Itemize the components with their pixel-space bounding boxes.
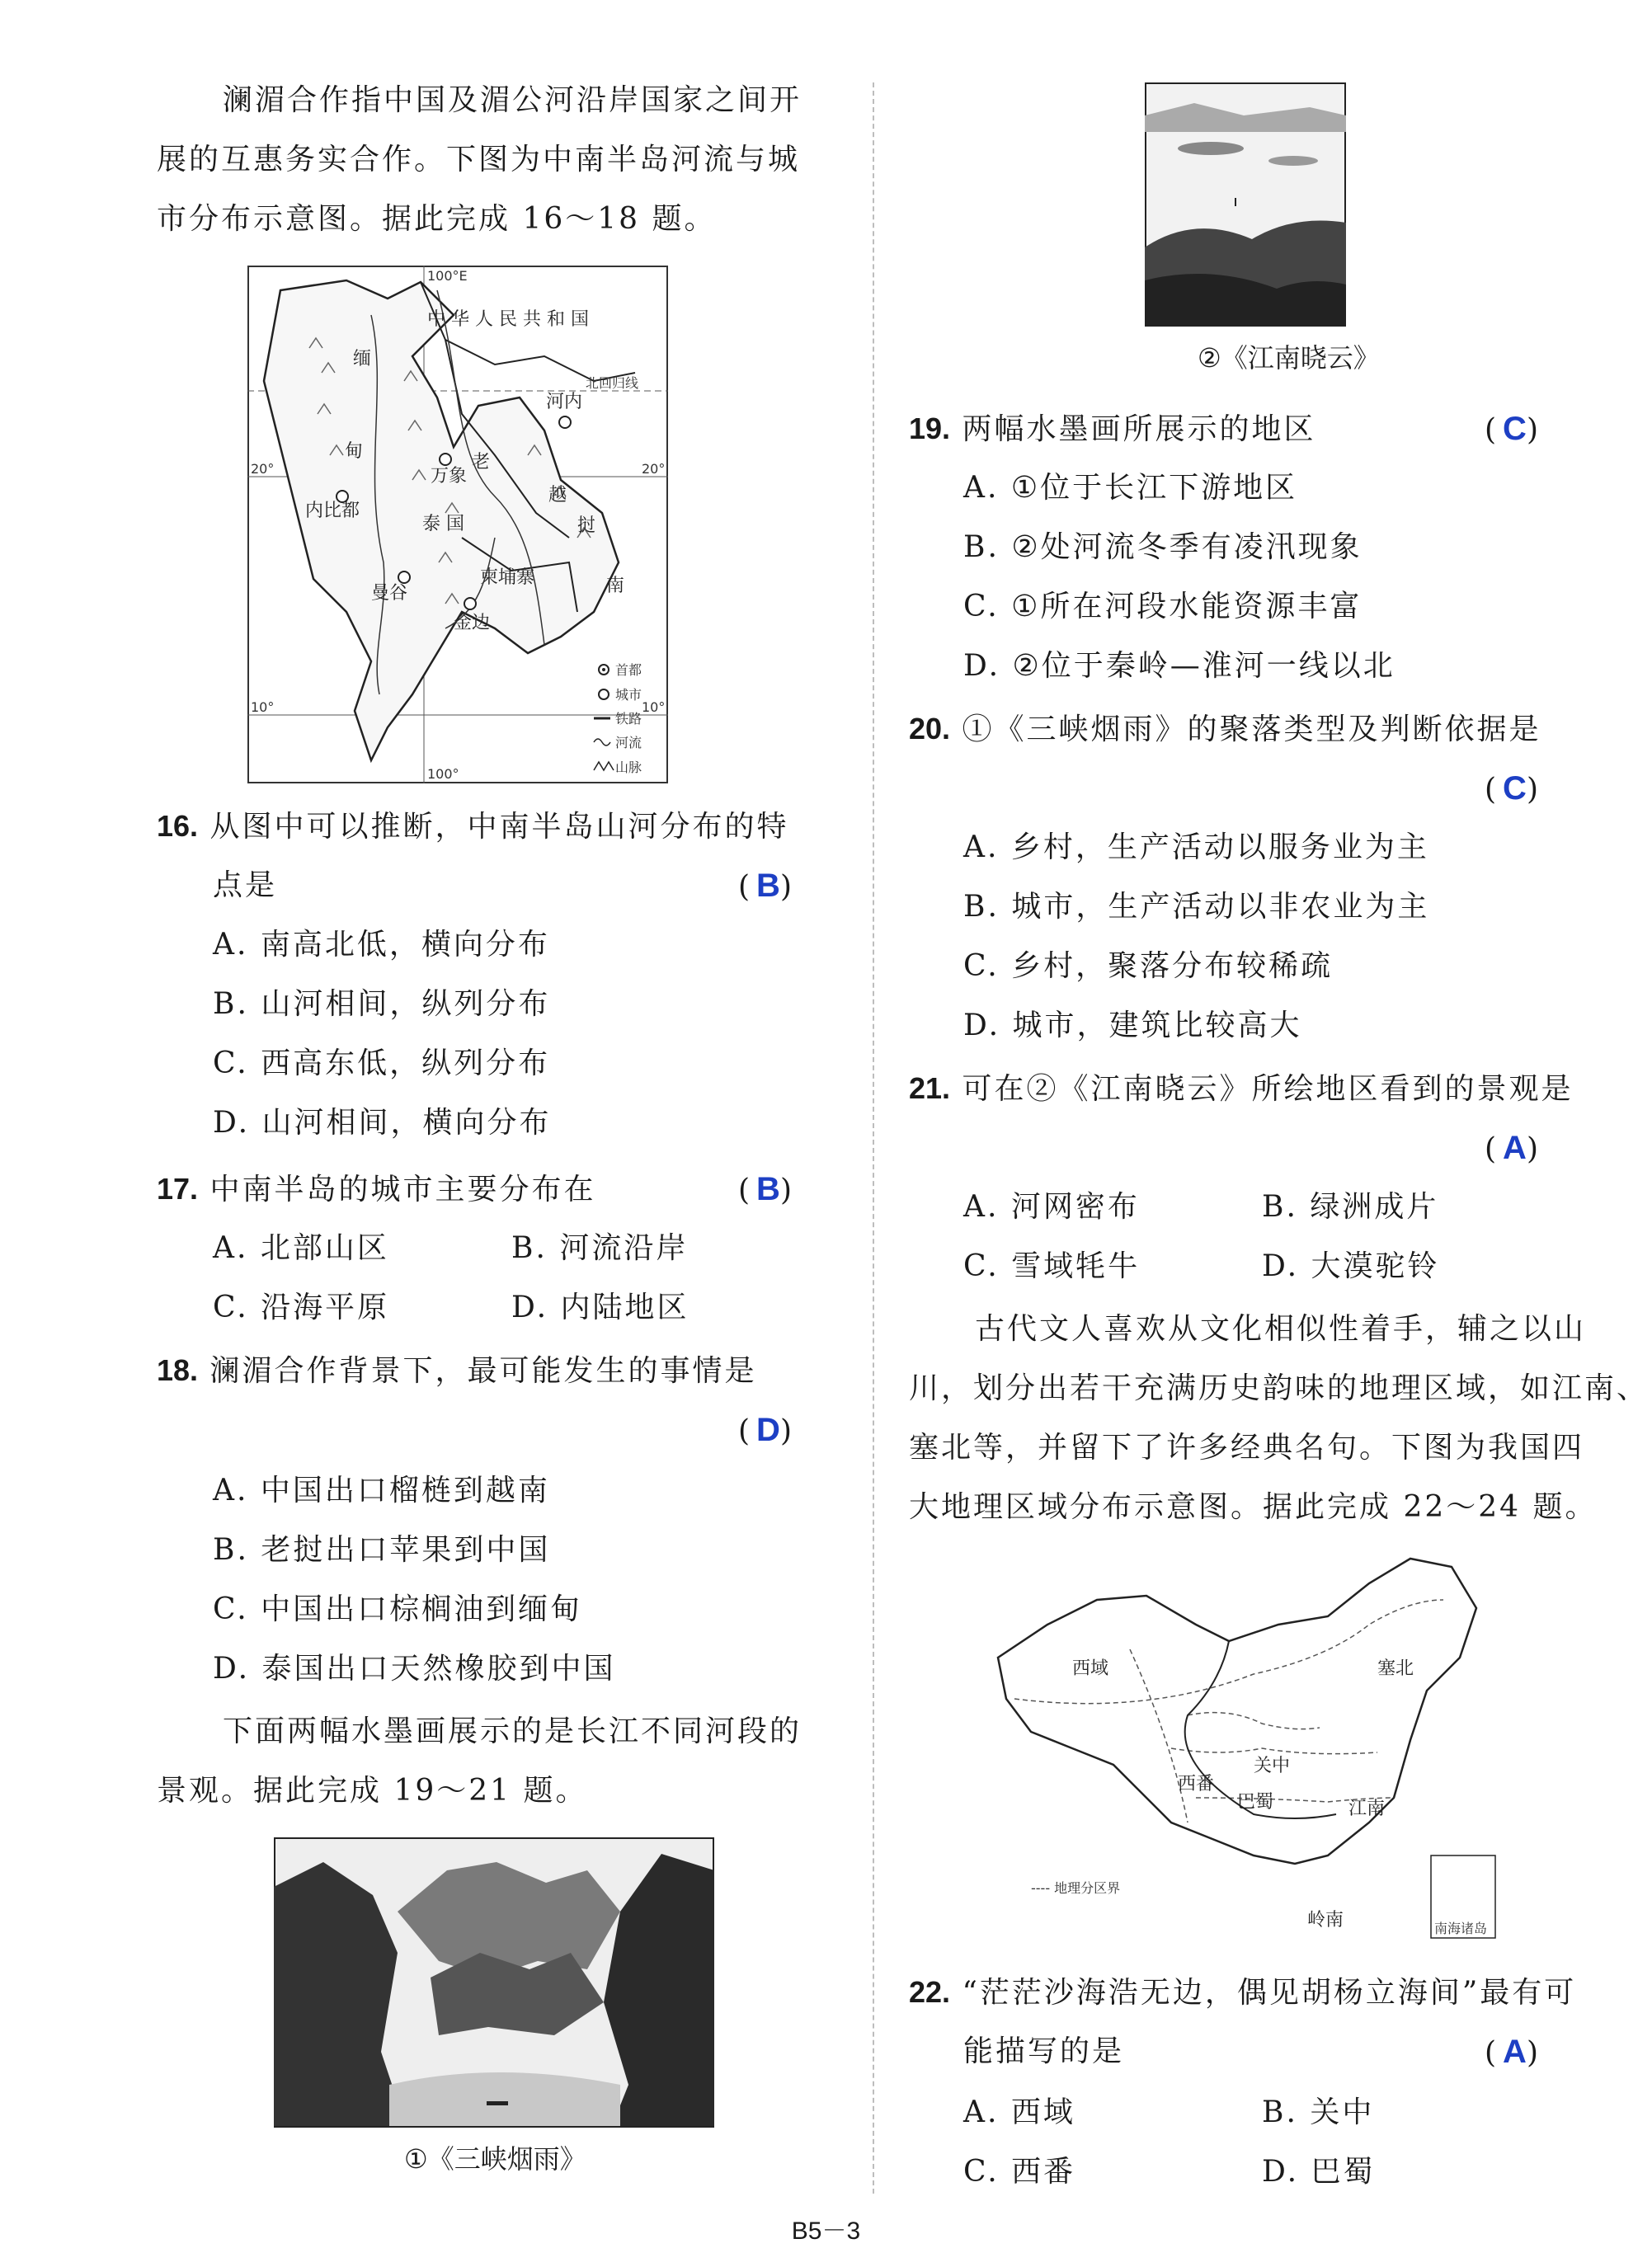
lon-bottom-label: 100° bbox=[427, 766, 459, 782]
legend-river: 河流 bbox=[615, 735, 642, 750]
q19-number: 19. bbox=[909, 412, 951, 445]
bangkok-label: 曼谷 bbox=[371, 583, 408, 604]
phnompenh-marker bbox=[464, 598, 476, 609]
q16-option-c: C. 西高东低，纵列分布 bbox=[213, 1046, 551, 1080]
lon-top-label: 100°E bbox=[427, 268, 468, 284]
q16-stem-line1: 16. 从图中可以推断，中南半岛山河分布的特 bbox=[157, 809, 789, 844]
q19-option-b: B. ②处河流冬季有凌汛现象 bbox=[963, 530, 1363, 564]
saibei-label: 塞北 bbox=[1377, 1658, 1414, 1679]
bangkok-marker bbox=[398, 571, 410, 583]
intro1-line1: 澜湄合作指中国及湄公河沿岸国家之间开 bbox=[223, 83, 802, 117]
tropic-label: 北回归线 bbox=[586, 375, 639, 391]
q17-number: 17. bbox=[157, 1172, 199, 1206]
q21-option-d: D. 大漠驼铃 bbox=[1262, 1249, 1440, 1283]
q21-option-c: C. 雪域牦牛 bbox=[963, 1249, 1141, 1283]
q16-stem-line2: 点是 bbox=[213, 868, 278, 902]
jiangnan-label: 江南 bbox=[1348, 1799, 1386, 1819]
q19-answer: C bbox=[1503, 411, 1527, 447]
q18-stem: 18. 澜湄合作背景下，最可能发生的事情是 bbox=[157, 1353, 757, 1388]
intro2-line1: 下面两幅水墨画展示的是长江不同河段的 bbox=[223, 1714, 802, 1748]
q18-option-d: D. 泰国出口天然橡胶到中国 bbox=[213, 1652, 616, 1686]
q20-option-c: C. 乡村，聚落分布较稀疏 bbox=[963, 949, 1334, 983]
laos-label-1: 老 bbox=[472, 452, 491, 473]
xiyu-label: 西域 bbox=[1072, 1658, 1109, 1679]
q22-stem-line2: 能描写的是 bbox=[963, 2034, 1125, 2068]
xifan-label: 西番 bbox=[1178, 1774, 1215, 1794]
q22-option-a: A. 西域 bbox=[963, 2095, 1075, 2129]
intro3-line4: 大地理区域分布示意图。据此完成 22～24 题。 bbox=[909, 1490, 1598, 1524]
vietnam-label-1: 越 bbox=[548, 485, 567, 506]
q16-option-b: B. 山河相间，纵列分布 bbox=[213, 987, 551, 1021]
myanmar-label-1: 缅 bbox=[353, 349, 372, 369]
q19-stem: 19. 两幅水墨画所展示的地区 bbox=[909, 412, 1316, 446]
q21-stem: 21. 可在②《江南晓云》所绘地区看到的景观是 bbox=[909, 1071, 1574, 1106]
q17-stem: 17. 中南半岛的城市主要分布在 bbox=[157, 1172, 596, 1206]
column-divider bbox=[873, 82, 874, 2194]
q22-answer: A bbox=[1503, 2034, 1527, 2070]
inset-label: 南海诸岛 bbox=[1434, 1921, 1488, 1936]
intro3-line2: 川，划分出若干充满历史韵味的地理区域，如江南、 bbox=[909, 1371, 1650, 1405]
vientiane-label: 万象 bbox=[431, 466, 468, 487]
hanoi-marker bbox=[559, 416, 571, 428]
q21-number: 21. bbox=[909, 1071, 951, 1105]
q20-stem: 20. ①《三峡烟雨》的聚落类型及判断依据是 bbox=[909, 712, 1541, 746]
q22-option-d: D. 巴蜀 bbox=[1262, 2155, 1376, 2189]
map2-legend: ---- 地理分区界 bbox=[1031, 1880, 1121, 1896]
q17-answer: B bbox=[756, 1171, 780, 1207]
lat10-left-label: 10° bbox=[251, 699, 275, 715]
q21-answer-bracket: (A) bbox=[1485, 1130, 1545, 1166]
china-regions-map bbox=[981, 1550, 1518, 1946]
china-label: 中 华 人 民 共 和 国 bbox=[427, 309, 589, 330]
q17-option-d: D. 内陆地区 bbox=[511, 1291, 690, 1324]
q17-option-c: C. 沿海平原 bbox=[213, 1291, 390, 1324]
q20-answer: C bbox=[1503, 770, 1527, 807]
q17-option-a: A. 北部山区 bbox=[213, 1231, 389, 1265]
q20-number: 20. bbox=[909, 712, 951, 745]
laos-label-2: 挝 bbox=[577, 515, 596, 536]
painting-three-gorges bbox=[274, 1837, 714, 2128]
vietnam-label-2: 南 bbox=[606, 576, 625, 596]
q20-option-a: A. 乡村，生产活动以服务业为主 bbox=[963, 830, 1429, 864]
china-outline bbox=[998, 1559, 1476, 1864]
q16-option-a: A. 南高北低，横向分布 bbox=[213, 928, 550, 962]
intro1-line3: 市分布示意图。据此完成 16～18 题。 bbox=[157, 202, 717, 236]
intro2-line2: 景观。据此完成 19～21 题。 bbox=[157, 1774, 588, 1808]
naypyidaw-label: 内比都 bbox=[305, 501, 360, 521]
intro3-line3: 塞北等，并留下了许多经典名句。下图为我国四 bbox=[909, 1431, 1585, 1465]
q22-option-b: B. 关中 bbox=[1262, 2095, 1375, 2129]
painting-jiangnan bbox=[1145, 82, 1346, 327]
legend-capital: 首都 bbox=[615, 662, 642, 678]
lingnan-label: 岭南 bbox=[1307, 1910, 1344, 1931]
q16-number: 16. bbox=[157, 809, 199, 843]
q17-answer-bracket: (B) bbox=[738, 1171, 798, 1207]
q18-answer: D bbox=[756, 1412, 780, 1448]
lat10-right-label: 10° bbox=[642, 699, 666, 715]
bashu-label: 巴蜀 bbox=[1237, 1792, 1274, 1813]
q22-option-c: C. 西番 bbox=[963, 2155, 1076, 2189]
q21-option-a: A. 河网密布 bbox=[963, 1190, 1140, 1224]
q20-option-b: B. 城市，生产活动以非农业为主 bbox=[963, 890, 1430, 924]
q18-answer-bracket: (D) bbox=[738, 1412, 798, 1448]
q22-answer-bracket: (A) bbox=[1485, 2034, 1545, 2070]
q17-option-b: B. 河流沿岸 bbox=[511, 1231, 689, 1265]
myanmar-label-2: 甸 bbox=[345, 441, 364, 462]
q20-option-d: D. 城市，建筑比较高大 bbox=[963, 1009, 1302, 1042]
intro1-line2: 展的互惠务实合作。下图为中南半岛河流与城 bbox=[157, 143, 801, 176]
q22-number: 22. bbox=[909, 1975, 951, 2009]
lat20-left-label: 20° bbox=[251, 461, 275, 477]
q16-option-d: D. 山河相间，横向分布 bbox=[213, 1106, 552, 1140]
vientiane-marker bbox=[440, 454, 451, 465]
painting2-caption: ②《江南晓云》 bbox=[1198, 343, 1380, 373]
q16-answer: B bbox=[756, 868, 780, 904]
q18-option-b: B. 老挝出口苹果到中国 bbox=[213, 1533, 551, 1567]
legend-rail: 铁路 bbox=[615, 711, 642, 727]
q21-answer: A bbox=[1503, 1130, 1527, 1166]
guanzhong-label: 关中 bbox=[1254, 1756, 1291, 1776]
indochina-map bbox=[247, 266, 668, 783]
q21-option-b: B. 绿洲成片 bbox=[1262, 1190, 1439, 1224]
legend-mountain: 山脉 bbox=[615, 760, 642, 775]
cambodia-label: 柬埔寨 bbox=[480, 567, 535, 588]
hanoi-label: 河内 bbox=[546, 392, 583, 412]
phnompenh-label: 金边 bbox=[454, 613, 491, 633]
intro3-line1: 古代文人喜欢从文化相似性着手，辅之以山 bbox=[975, 1312, 1587, 1346]
q19-answer-bracket: (C) bbox=[1485, 411, 1545, 447]
q22-stem-line1: 22. “茫茫沙海浩无边，偶见胡杨立海间”最有可 bbox=[909, 1975, 1577, 2010]
q18-option-c: C. 中国出口棕榈油到缅甸 bbox=[213, 1592, 583, 1626]
lat20-right-label: 20° bbox=[642, 461, 666, 477]
q19-option-a: A. ①位于长江下游地区 bbox=[963, 471, 1298, 505]
q19-option-c: C. ①所在河段水能资源丰富 bbox=[963, 590, 1363, 623]
q16-answer-bracket: (B) bbox=[738, 868, 798, 904]
legend-city: 城市 bbox=[615, 687, 642, 703]
q18-option-a: A. 中国出口榴梿到越南 bbox=[213, 1474, 550, 1507]
page-number: B5－3 bbox=[791, 2218, 861, 2245]
q20-answer-bracket: (C) bbox=[1485, 770, 1545, 807]
painting1-caption: ①《三峡烟雨》 bbox=[404, 2144, 586, 2174]
q18-number: 18. bbox=[157, 1353, 199, 1387]
q19-option-d: D. ②位于秦岭—淮河一线以北 bbox=[963, 649, 1395, 683]
thailand-label: 泰 国 bbox=[422, 514, 464, 534]
